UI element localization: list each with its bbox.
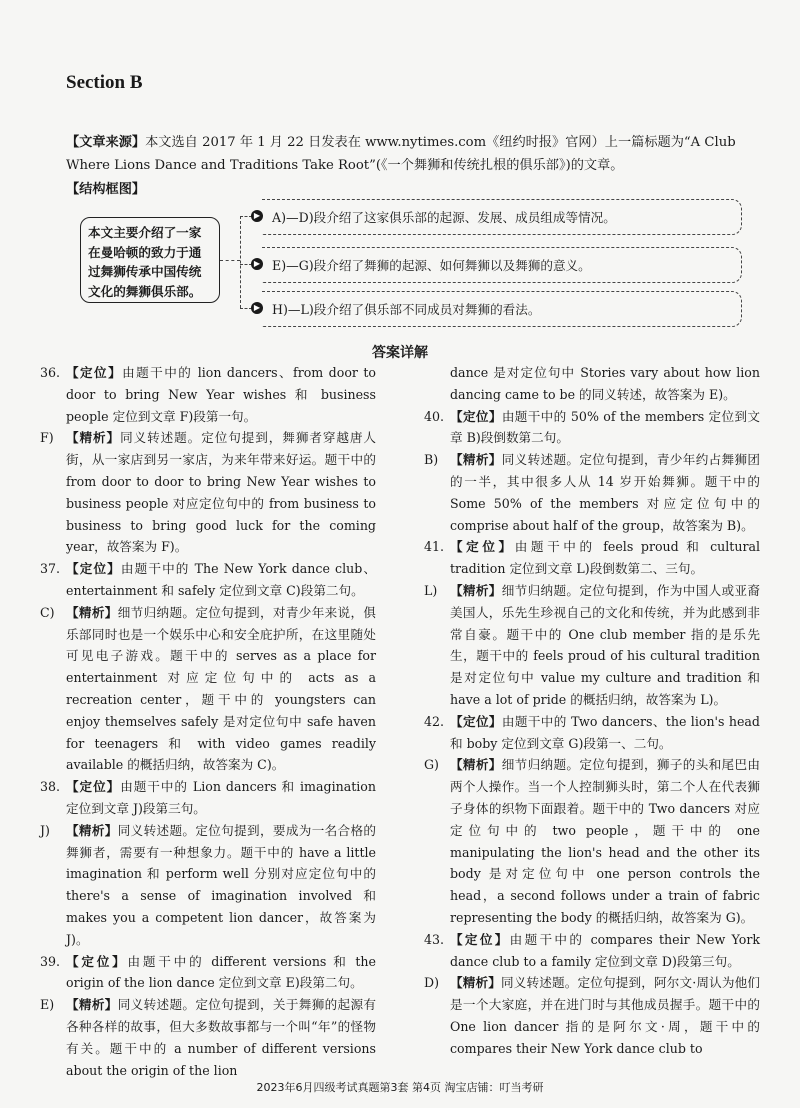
item-tag: 【精析】 [66, 997, 118, 1013]
item-number: G) [424, 757, 439, 773]
answer-item [424, 754, 760, 928]
item-tag: 【定位】 [66, 561, 121, 577]
item-text: 由题干中的 50% of the members 定位到文章 B)段倒数第二句。 [450, 408, 761, 446]
answer-item [424, 362, 760, 406]
item-body [450, 449, 760, 536]
item-tag: 【精析】 [66, 822, 118, 838]
answer-item [424, 929, 760, 973]
structure-branch-1: A)—D)段介绍了这家俱乐部的起源、发展、成员组成等情况。 [262, 199, 742, 235]
structure-main-box: 本文主要介绍了一家在曼哈顿的致力于通过舞狮传承中国传统文化的舞狮俱乐部。 [80, 217, 220, 303]
item-text: 细节归纳题。定位句提到，对青少年来说，俱乐部同时也是一个娱乐中心和安全庇护所，在这里随处可见电子游戏。题干中的 serves as a place for entertainment 对应定位句中的 acts as a recreation center，题干中的 youngsters can enjoy themselves safely 是对定位句中 safe haven for teenagers 和 with video games readily available 的概括归纳，故答案为 C)。 [66, 604, 377, 773]
arrow-right-icon: ▶ [251, 210, 263, 222]
answers-left-column [40, 362, 376, 1081]
arrow-right-icon: ▶ [251, 258, 263, 270]
item-tag: 【精析】 [450, 975, 501, 991]
item-text: 同义转述题。定位句提到，舞狮者穿越唐人街，从一家店到另一家店，为来年带来好运。题干中的 from door to door to bring New Year wishes to business people 对应定位句中的 from business to business to bring good luck for the coming year，故答案为 F)。 [66, 430, 377, 555]
item-text: 由题干中的 lion dancers、from door to door to bring New Year wishes 和 business people 定位到文章 F)段第一句。 [66, 365, 377, 424]
item-number: D) [424, 975, 440, 991]
item-number: 43. [424, 931, 445, 947]
item-text: 同义转述题。定位句提到，关于舞狮的起源有各种各样的故事，但大多数故事都与一个叫“年”的怪物有关。题干中的 a number of different versions about the origin of the lion [66, 997, 377, 1078]
item-text: 同义转述题。定位句提到，青少年约占舞狮团的一半，其中很多人从 14 岁开始舞狮。题干中的 Some 50% of the members 对应定位句中的 comprise about half of the group，故答案为 B)。 [450, 452, 761, 533]
item-body [450, 362, 760, 406]
item-number: 39. [40, 953, 61, 969]
item-number: 42. [424, 713, 445, 729]
item-body [450, 711, 760, 755]
item-number: J) [40, 822, 50, 838]
page-footer: 2023年6月四级考试真题第3套 第4页 淘宝店铺：叮当考研 [256, 1081, 544, 1094]
item-tag: 【定位】 [450, 713, 502, 729]
item-tag: 【定位】 [450, 539, 515, 555]
item-tag: 【定位】 [66, 953, 128, 969]
item-tag: 【精析】 [66, 604, 118, 620]
item-tag: 【精析】 [450, 452, 502, 468]
answer-item [40, 427, 376, 558]
item-tag: 【定位】 [450, 931, 510, 947]
answer-item [424, 449, 760, 536]
item-body [66, 558, 376, 602]
item-number: 38. [40, 779, 61, 795]
item-number: 41. [424, 539, 445, 555]
answer-item [40, 820, 376, 951]
connector-line [240, 216, 241, 308]
answer-item [424, 711, 760, 755]
article-source [66, 131, 766, 177]
answer-item [40, 602, 376, 776]
answer-item [424, 580, 760, 711]
answer-item [40, 776, 376, 820]
answers-title: 答案详解 [372, 345, 428, 361]
item-tag: 【定位】 [450, 408, 502, 424]
item-number: 36. [40, 365, 61, 380]
item-number: L) [424, 582, 438, 598]
item-body [66, 776, 376, 820]
item-number: F) [40, 430, 54, 446]
item-text: 由题干中的 compares their New York dance club to a family 定位到文章 D)段第三句。 [450, 931, 761, 969]
item-text: 由题干中的 feels proud 和 cultural tradition 定位到文章 L)段倒数第二、三句。 [450, 539, 761, 577]
item-body [450, 754, 760, 928]
answer-item [424, 536, 760, 580]
item-number: 37. [40, 561, 61, 577]
item-text: 由题干中的 different versions 和 the origin of the lion dance 定位到文章 E)段第二句。 [66, 953, 376, 991]
answer-item [424, 406, 760, 450]
item-body [450, 929, 760, 973]
item-tag: 【精析】 [450, 582, 502, 598]
item-body [66, 820, 376, 951]
item-body [66, 602, 376, 776]
item-number: C) [40, 604, 55, 620]
item-text: 同义转述题。定位句提到，阿尔文·周认为他们是一个大家庭，并在进门时与其他成员握手。题干中的 One lion dancer 指的是阿尔文·周，题干中的 compares their New York dance club to [450, 975, 760, 1056]
item-text: 由题干中的 Two dancers、the lion's head 和 boby 定位到文章 G)段第一、二句。 [450, 713, 760, 751]
arrow-right-icon: ▶ [251, 302, 263, 314]
item-number [424, 362, 450, 406]
item-tag: 【定位】 [66, 365, 123, 380]
item-number: E) [40, 997, 55, 1013]
source-tag: 【文章来源】 [66, 135, 146, 150]
item-number: 40. [424, 408, 445, 424]
item-text: 由题干中的 The New York dance club、entertainment 和 safely 定位到文章 C)段第二句。 [66, 561, 377, 598]
structure-label: 【结构框图】 [66, 182, 146, 197]
section-title: Section B [66, 72, 143, 93]
answer-item [40, 994, 376, 1081]
item-text: 同义转述题。定位句提到，要成为一名合格的舞狮者，需要有一种想象力。题干中的 have a little imagination 和 perform well 分别对应定位句中的 there's a sense of imagination involved 和 makes you a competent lion dancer，故答案为 J)。 [66, 822, 377, 947]
item-text: 由题干中的 Lion dancers 和 imagination 定位到文章 J)段第三句。 [66, 779, 376, 816]
item-tag: 【精析】 [66, 430, 121, 446]
item-text: 细节归纳题。定位句提到，狮子的头和尾巴由两个人操作。当一个人控制狮头时，第二个人在代表狮子身体的织物下面跟着。题干中的 Two dancers 对应定位句中的 two people，题干中的 one manipulating the lion's head and the other its body 是对定位句中 one person controls the head，a second follows under a train of fabric representing the body 的概括归纳，故答案为 G)。 [450, 757, 761, 925]
answer-item [424, 972, 760, 1059]
item-body [66, 427, 376, 558]
item-body [66, 951, 376, 995]
item-body [66, 362, 376, 427]
item-body [450, 972, 760, 1059]
structure-branch-3: H)—L)段介绍了俱乐部不同成员对舞狮的看法。 [262, 291, 742, 327]
item-text: dance 是对定位句中 Stories vary about how lion dancing came to be 的同义转述，故答案为 E)。 [450, 365, 760, 402]
item-number: B) [424, 452, 439, 468]
answers-right-column [424, 362, 760, 1060]
structure-branch-2: E)—G)段介绍了舞狮的起源、如何舞狮以及舞狮的意义。 [262, 247, 742, 283]
answer-item [40, 951, 376, 995]
answer-item [40, 558, 376, 602]
item-body [450, 580, 760, 711]
answer-item [40, 362, 376, 427]
connector-line [220, 260, 240, 261]
item-text: 细节归纳题。定位句提到，作为中国人或亚裔美国人，乐先生珍视自己的文化和传统，并为此感到非常自豪。题干中的 One club member 指的是乐先生，题干中的 feels proud of his cultural tradition 是对定位句中 value my culture and tradition 和 have a lot of pride 的概括归纳，故答案为 L)。 [450, 582, 761, 707]
item-body [450, 536, 760, 580]
item-tag: 【定位】 [66, 779, 121, 795]
source-text: 本文选自 2017 年 1 月 22 日发表在 www.nytimes.com《纽约时报》官网）上一篇标题为“A Club Where Lions Dance and Traditions Take Root”(《一个舞狮和传统扎根的俱乐部》)的文章。 [66, 135, 736, 173]
item-body [66, 994, 376, 1081]
item-body [450, 406, 760, 450]
item-tag: 【精析】 [450, 757, 502, 773]
